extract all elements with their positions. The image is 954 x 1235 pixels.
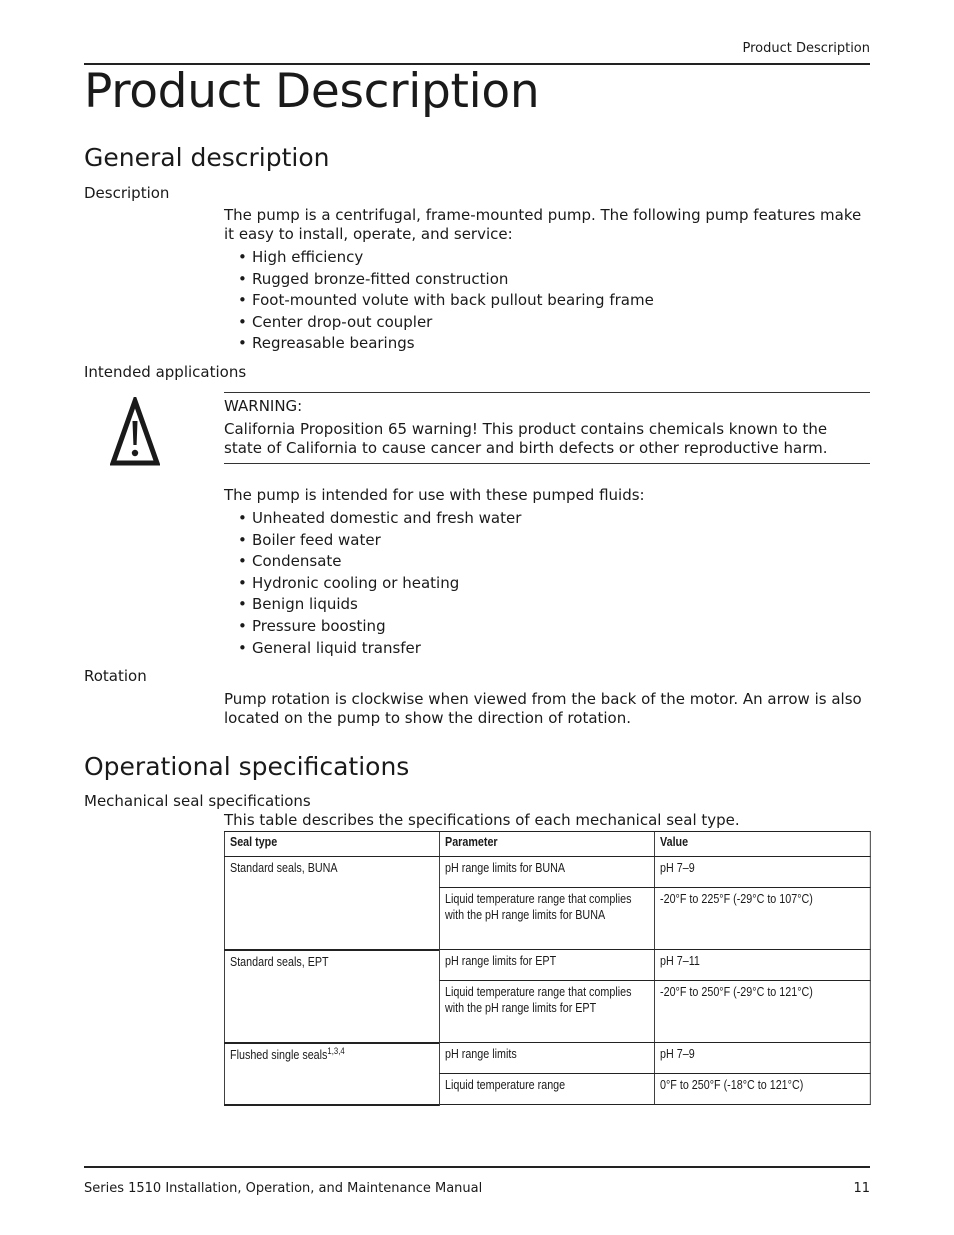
warning-title: WARNING:: [224, 397, 303, 415]
column-header: Value: [654, 832, 870, 857]
mechanical-seal-subhead: Mechanical seal specifications: [84, 792, 311, 810]
fluid-list: [238, 509, 521, 660]
list-item: • Condensate: [238, 552, 521, 574]
list-item: • Center drop-out coupler: [238, 313, 654, 335]
feature-list: [238, 248, 654, 356]
value-cell: -20°F to 225°F (-29°C to 107°C): [654, 888, 870, 950]
seal-type-cell: Standard seals, EPT: [224, 950, 439, 1043]
column-header: Parameter: [439, 832, 654, 857]
parameter-cell: Liquid temperature range: [439, 1074, 654, 1105]
seal-type-cell: [224, 1043, 439, 1105]
value-cell: pH 7–9: [654, 1043, 870, 1074]
value-cell: pH 7–11: [654, 950, 870, 981]
general-description-heading: General description: [84, 143, 330, 172]
warning-text: California Proposition 65 warning! This product contains chemicals known to the state of California to cause cancer and birth defects or other reproductive harm.: [224, 420, 828, 457]
value-cell: pH 7–9: [654, 857, 870, 888]
rotation-subhead: Rotation: [84, 667, 147, 685]
description-intro: The pump is a centrifugal, frame-mounted pump. The following pump features make it easy to install, operate, and service:: [224, 206, 862, 243]
value-cell: -20°F to 250°F (-29°C to 121°C): [654, 981, 870, 1043]
parameter-cell: Liquid temperature range that complies with the pH range limits for EPT: [439, 981, 654, 1043]
description-subhead: Description: [84, 184, 170, 202]
applications-intro: The pump is intended for use with these pumped fluids:: [224, 486, 645, 504]
warning-triangle-icon: [110, 397, 160, 467]
warning-top-rule: [224, 392, 870, 393]
table-row: [224, 1043, 870, 1074]
parameter-cell: pH range limits for EPT: [439, 950, 654, 981]
seal-type-cell: Standard seals, BUNA: [224, 857, 439, 950]
list-item: • Pressure boosting: [238, 617, 521, 639]
warning-bottom-rule: [224, 463, 870, 464]
parameter-cell: pH range limits for BUNA: [439, 857, 654, 888]
list-item: • High efficiency: [238, 248, 654, 270]
footer-rule: [84, 1166, 870, 1168]
list-item: • General liquid transfer: [238, 639, 521, 661]
list-item: • Benign liquids: [238, 595, 521, 617]
list-item: • Boiler feed water: [238, 531, 521, 553]
table-row: [224, 950, 870, 981]
operational-specifications-heading: Operational specifications: [84, 752, 410, 781]
list-item: • Rugged bronze-fitted construction: [238, 270, 654, 292]
running-header: Product Description: [742, 41, 870, 56]
parameter-cell: pH range limits: [439, 1043, 654, 1074]
page-title: Product Description: [84, 64, 540, 119]
parameter-cell: Liquid temperature range that complies with the pH range limits for BUNA: [439, 888, 654, 950]
footnote-ref: 1,3,4: [327, 1045, 345, 1056]
list-item: • Foot-mounted volute with back pullout bearing frame: [238, 291, 654, 313]
list-item: • Hydronic cooling or heating: [238, 574, 521, 596]
list-item: • Regreasable bearings: [238, 334, 654, 356]
list-item: • Unheated domestic and fresh water: [238, 509, 521, 531]
page-number: 11: [853, 1181, 870, 1196]
intended-applications-subhead: Intended applications: [84, 363, 247, 381]
seal-type-text: Flushed single seals: [230, 1047, 328, 1062]
seal-table-intro: This table describes the specifications of each mechanical seal type.: [224, 811, 740, 829]
footer-manual-title: Series 1510 Installation, Operation, and Maintenance Manual: [84, 1181, 483, 1196]
table-row: [224, 857, 870, 888]
column-header: Seal type: [224, 832, 439, 857]
seal-spec-table: [224, 831, 871, 1106]
value-cell: 0°F to 250°F (-18°C to 121°C): [654, 1074, 870, 1105]
table-header-row: [224, 832, 870, 857]
rotation-text: Pump rotation is clockwise when viewed from the back of the motor. An arrow is also located on the pump to show the direction of rotation.: [224, 690, 862, 727]
